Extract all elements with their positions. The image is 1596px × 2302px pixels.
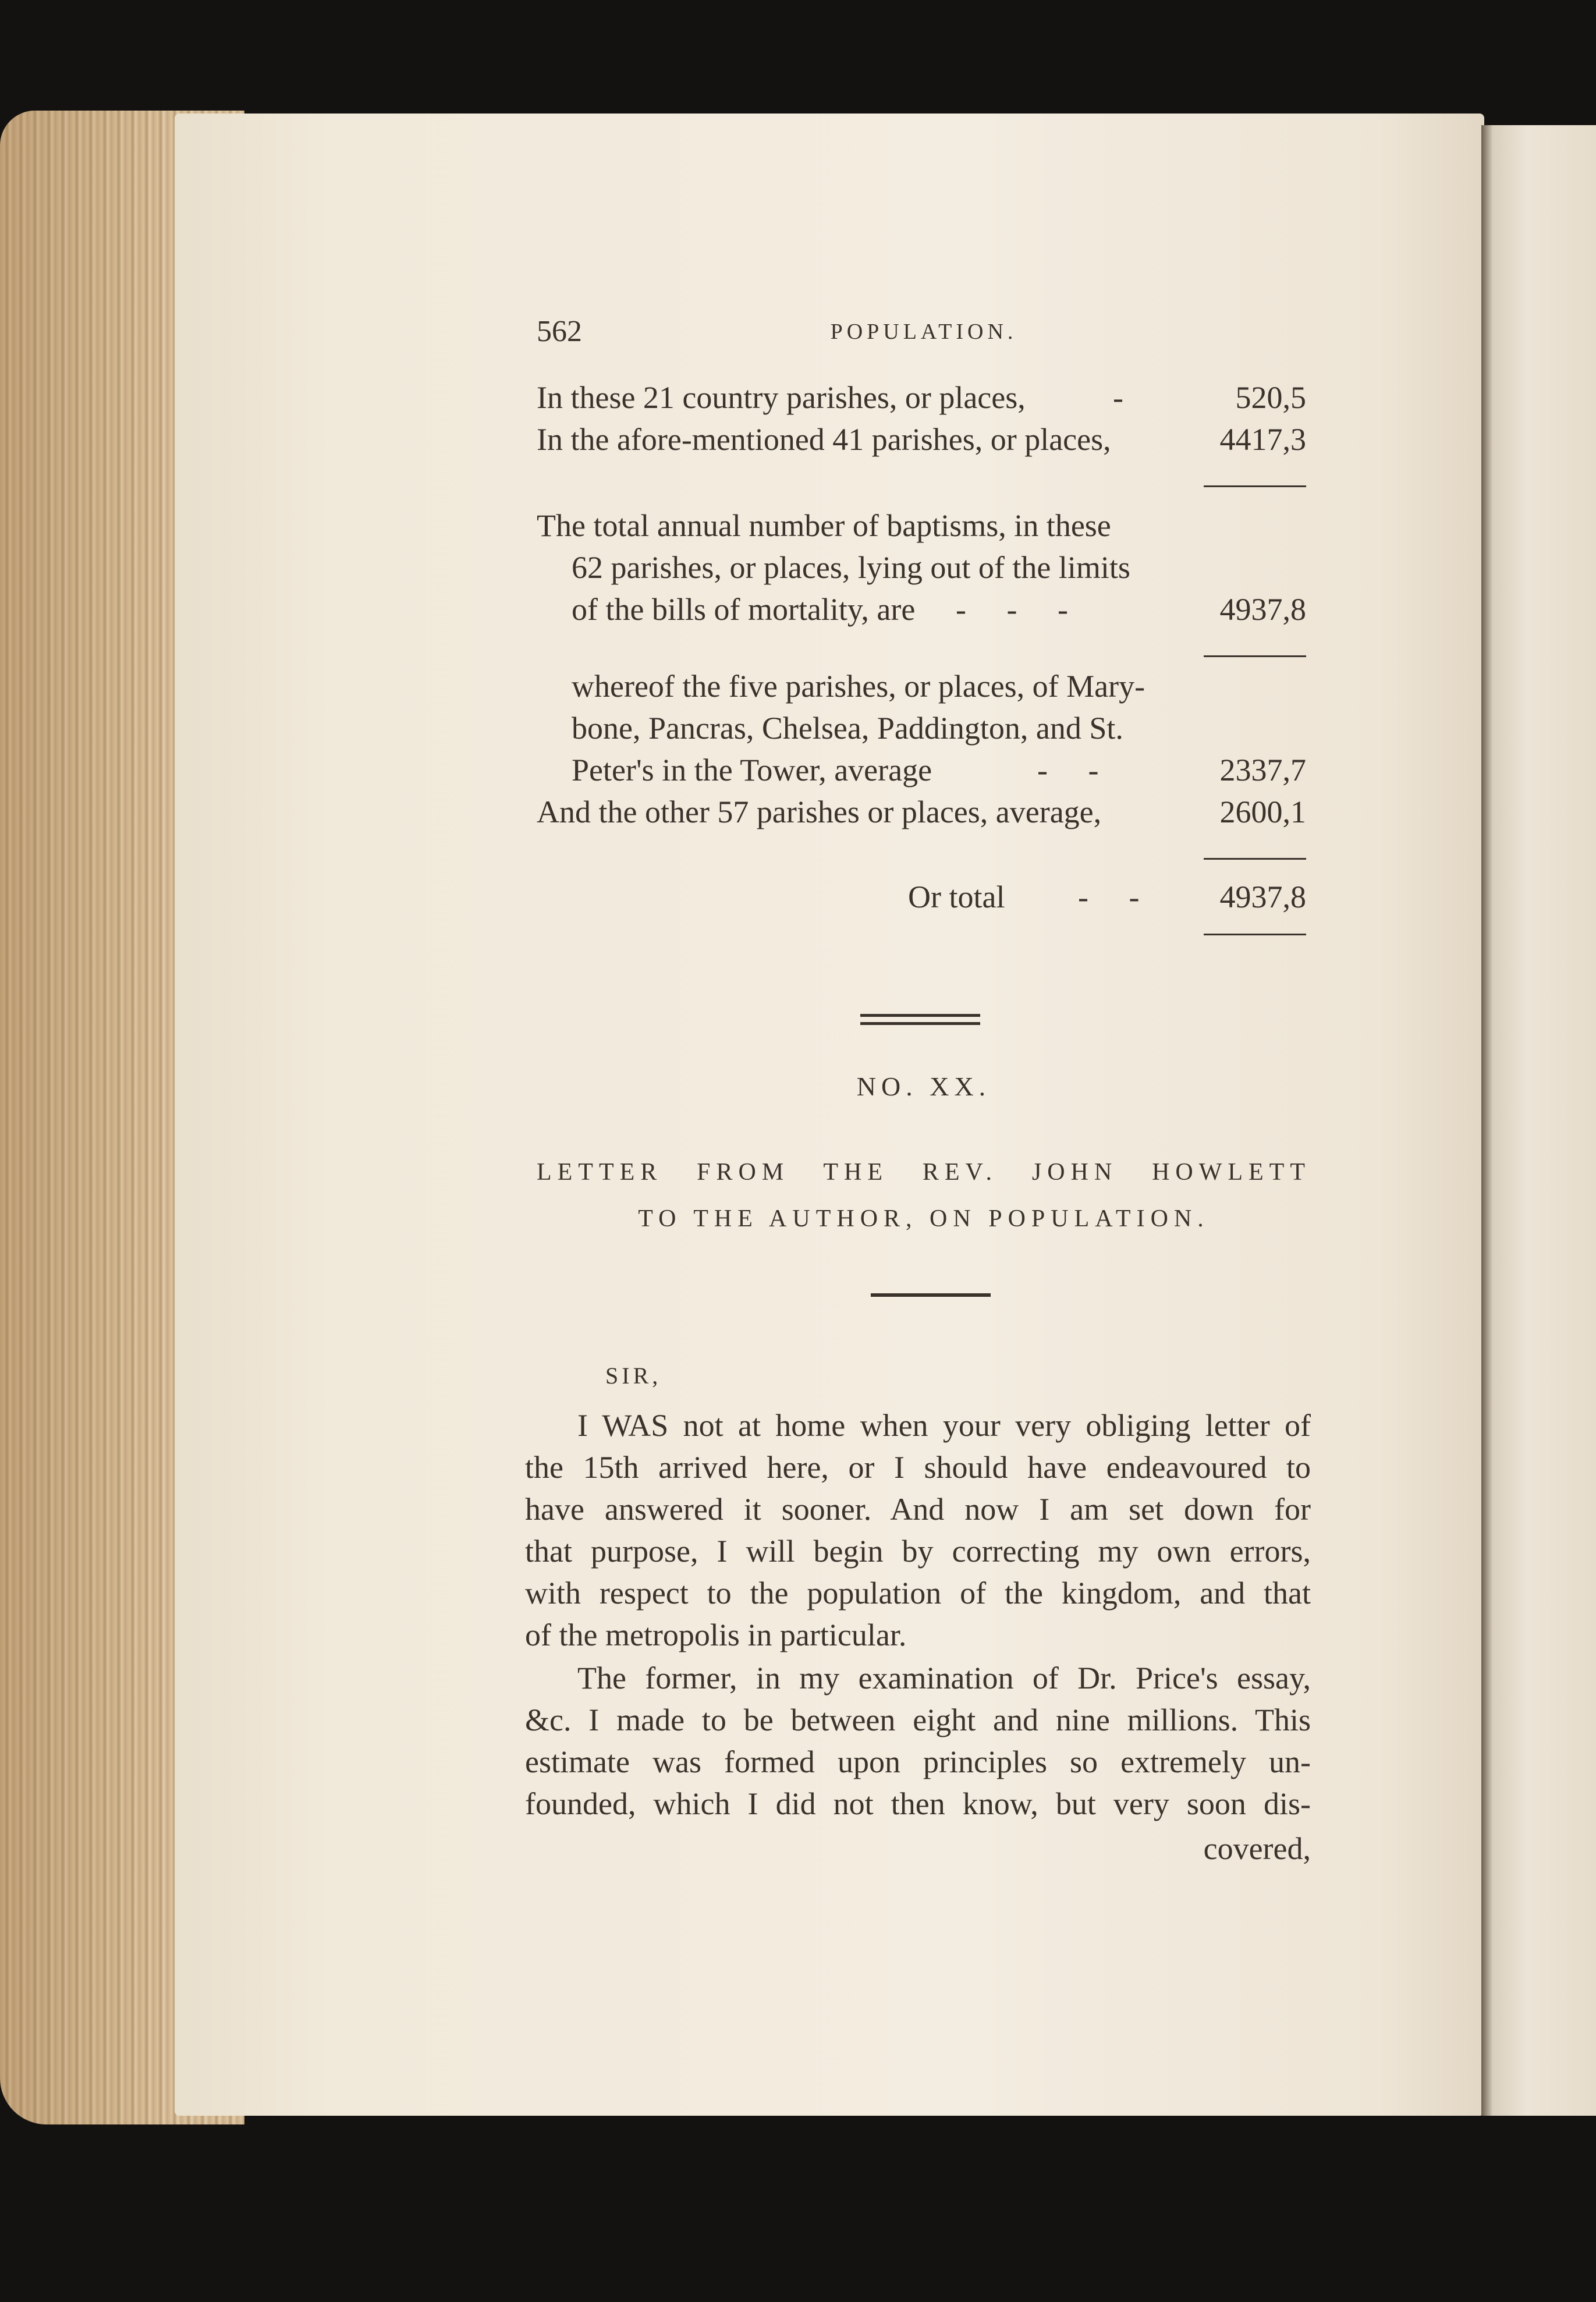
body-line: that purpose, I will begin by correcting my own errors, bbox=[525, 1534, 1311, 1569]
body-line: have answered it sooner. And now I am set down for bbox=[525, 1492, 1311, 1527]
body-line: of the metropolis in particular. bbox=[525, 1618, 907, 1652]
body-line: &c. I made to be between eight and nine millions. This bbox=[525, 1702, 1311, 1737]
breakdown-text: whereof the five parishes, or places, of Mary- bbox=[572, 669, 1145, 704]
tally-value: 4417,3 bbox=[1219, 422, 1306, 457]
breakdown-value: 2600,1 bbox=[1219, 794, 1306, 829]
double-rule-bottom bbox=[860, 1022, 980, 1025]
section-number: NO. XX. bbox=[856, 1072, 991, 1101]
total-entry-text: 62 parishes, or places, lying out of the limits bbox=[572, 550, 1130, 585]
double-rule-top bbox=[860, 1014, 980, 1017]
leader-dashes: - - - bbox=[956, 592, 1084, 627]
breakdown-text: And the other 57 parishes or places, average, bbox=[537, 794, 1102, 829]
sum-rule bbox=[1204, 858, 1306, 860]
breakdown-value: 2337,7 bbox=[1219, 753, 1306, 788]
total-value: 4937,8 bbox=[1219, 592, 1306, 627]
leader-dashes: - - bbox=[1078, 879, 1156, 914]
body-line: The former, in my examination of Dr. Price's essay, bbox=[577, 1661, 1311, 1696]
body-line: estimate was formed upon principles so extremely un- bbox=[525, 1744, 1311, 1779]
body-line: the 15th arrived here, or I should have endeavoured to bbox=[525, 1450, 1311, 1485]
leader-dashes: - - bbox=[1037, 753, 1115, 788]
tally-text: In the afore-mentioned 41 parishes, or places, bbox=[537, 422, 1111, 457]
body-line: with respect to the population of the kingdom, and that bbox=[525, 1576, 1311, 1611]
or-total-label: Or total bbox=[908, 879, 1005, 914]
facing-page bbox=[1481, 125, 1596, 2116]
sum-rule bbox=[1204, 934, 1306, 935]
running-head: POPULATION. bbox=[830, 320, 1017, 344]
breakdown-text: Peter's in the Tower, average bbox=[572, 753, 932, 788]
total-entry-text: of the bills of mortality, are bbox=[572, 592, 916, 627]
body-line: founded, which I did not then know, but very soon dis- bbox=[525, 1786, 1311, 1821]
heading-rule bbox=[871, 1293, 991, 1297]
total-entry-text: The total annual number of baptisms, in these bbox=[537, 508, 1111, 543]
leader-dashes: - bbox=[1113, 380, 1140, 415]
sum-rule bbox=[1204, 485, 1306, 487]
page-number: 562 bbox=[537, 315, 582, 348]
tally-text: In these 21 country parishes, or places, bbox=[537, 380, 1026, 415]
catchword: covered, bbox=[1203, 1831, 1311, 1866]
sum-rule bbox=[1204, 655, 1306, 657]
body-line: I WAS not at home when your very obliging letter of bbox=[577, 1408, 1311, 1443]
tally-value: 520,5 bbox=[1235, 380, 1306, 415]
letter-heading-line1: LETTER FROM THE REV. JOHN HOWLETT bbox=[537, 1159, 1311, 1186]
or-total-value: 4937,8 bbox=[1219, 879, 1306, 914]
breakdown-text: bone, Pancras, Chelsea, Paddington, and St. bbox=[572, 711, 1123, 746]
salutation: SIR, bbox=[605, 1363, 662, 1389]
page-header bbox=[537, 314, 1311, 361]
letter-heading-line2: TO THE AUTHOR, ON POPULATION. bbox=[638, 1205, 1210, 1232]
